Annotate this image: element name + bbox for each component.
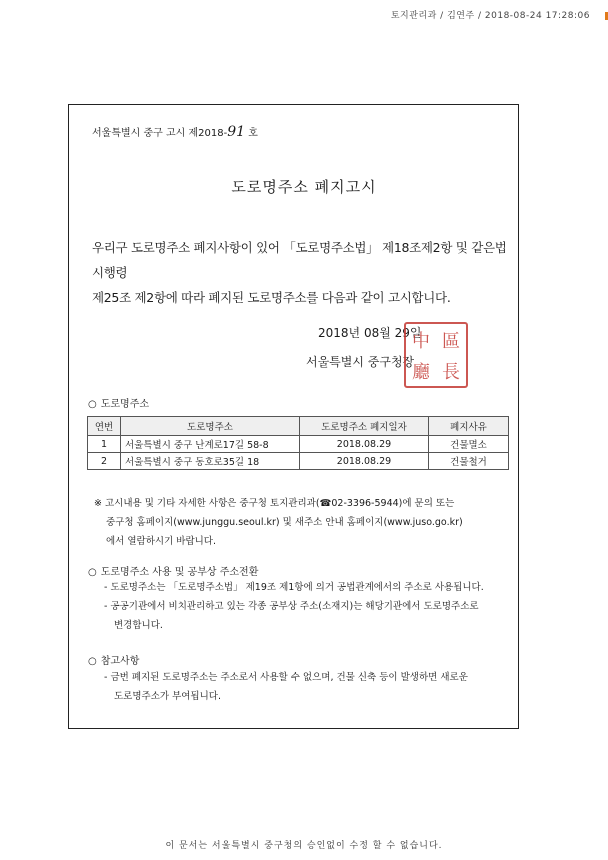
table-cell: 건물멸소 (429, 436, 509, 453)
intro-paragraph (92, 235, 517, 310)
table-cell: 서울특별시 중구 난계로17길 58-8 (121, 436, 300, 453)
notice-date: 2018년 08월 29일 (318, 326, 422, 340)
column-header: 연번 (88, 417, 121, 436)
seal-char: 區 (442, 330, 460, 352)
list-item: 도로명주소가 부여됩니다. (114, 691, 221, 702)
section-title: 참고사항 (100, 656, 140, 667)
road-address-table (87, 416, 509, 470)
column-header: 도로명주소 폐지일자 (300, 417, 429, 436)
list-item: - 공공기관에서 비치관리하고 있는 각종 공부상 주소(소재지)는 해당기관에서 도로명주소로 (104, 601, 479, 612)
seal-char: 中 (412, 330, 430, 352)
table-row (88, 453, 509, 470)
note-line: ※ 고시내용 및 기타 자세한 사항은 중구청 토지관리과(☎02-3396-5944)에 문의 또는 (94, 498, 455, 509)
table-cell: 2 (88, 453, 121, 470)
bullet-circle-icon: ○ (88, 399, 97, 410)
table-cell: 1 (88, 436, 121, 453)
document-footer: 이 문서는 서울특별시 중구청의 승인없이 수정 할 수 없습니다. (165, 841, 443, 851)
official-seal-stamp (404, 322, 468, 388)
note-line: 에서 열람하시기 바랍니다. (106, 536, 217, 547)
inquiry-note (94, 494, 514, 551)
column-header: 폐지사유 (429, 417, 509, 436)
document-meta-header: 토지관리과 / 김연주 / 2018-08-24 17:28:06 (390, 11, 590, 21)
table-row (88, 436, 509, 453)
table-cell: 건물철거 (429, 453, 509, 470)
bullet-circle-icon: ○ (88, 656, 97, 667)
list-item: 변경합니다. (114, 620, 163, 631)
column-header: 도로명주소 (121, 417, 300, 436)
notice-number-prefix: 서울특별시 중구 고시 제2018- (92, 128, 228, 139)
notice-number-handwritten: 91 (227, 124, 246, 140)
note-line: 중구청 홈페이지(www.junggu.seoul.kr) 및 새주소 안내 홈페이지(www.juso.go.kr) (106, 517, 463, 528)
issuer-name: 서울특별시 중구청장 (306, 355, 415, 369)
list-item: - 도로명주소는 「도로명주소법」 제19조 제1항에 의거 공법관계에서의 주소로 사용됩니다. (104, 582, 484, 593)
section-title: 도로명주소 (100, 399, 150, 410)
table-cell: 서울특별시 중구 동호로35길 18 (121, 453, 300, 470)
section-title: 도로명주소 사용 및 공부상 주소전환 (100, 567, 259, 578)
table-cell: 2018.08.29 (300, 453, 429, 470)
section-heading-road-address (88, 395, 149, 410)
intro-line: 제25조 제2항에 따라 폐지된 도로명주소를 다음과 같이 고시합니다. (92, 290, 451, 305)
section-heading-reference (88, 652, 139, 667)
notice-number (92, 124, 258, 140)
notice-number-suffix: 호 (248, 128, 258, 139)
intro-line: 우리구 도로명주소 폐지사항이 있어 「도로명주소법」 제18조제2항 및 같은법 시행령 (92, 240, 507, 280)
table-cell: 2018.08.29 (300, 436, 429, 453)
list-item: - 금번 폐지된 도로명주소는 주소로서 사용할 수 없으며, 건물 신축 등이 발생하면 새로운 (104, 672, 468, 683)
section-heading-address-usage (88, 563, 258, 578)
bullet-circle-icon: ○ (88, 567, 97, 578)
seal-char: 長 (442, 361, 460, 383)
table-header-row (88, 417, 509, 436)
page-title: 도로명주소 폐지고시 (231, 178, 377, 196)
seal-char: 廳 (412, 361, 430, 383)
